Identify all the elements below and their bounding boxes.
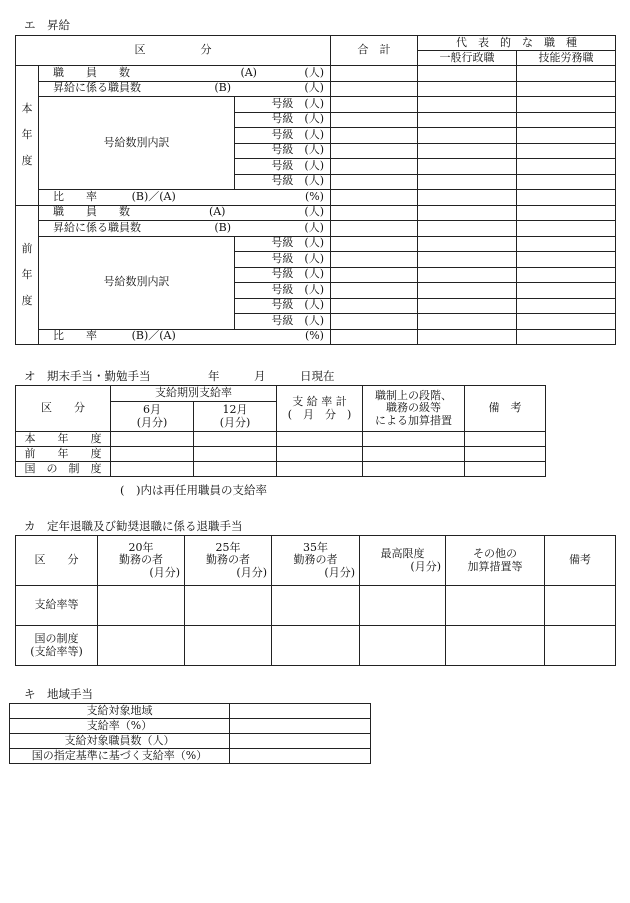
regional-row-label: 支給率（%）: [10, 719, 230, 734]
grade-row: 号級 (人): [235, 252, 331, 268]
retire-col-25y: 25年 勤務の者 (月分): [185, 536, 272, 586]
grade-row: 号級 (人): [235, 267, 331, 283]
staff-count-label: 職 員 数 (A) (人): [39, 66, 331, 82]
grade-row: 号級 (人): [235, 159, 331, 175]
ratio-label: 比 率 (B)／(A) (%): [39, 190, 331, 206]
header-general-admin: 一般行政職: [418, 51, 517, 66]
retire-col-other: その他の 加算措置等: [446, 536, 545, 586]
group-label-previous: 前 年 度: [16, 205, 39, 345]
bonus-row-label: 本 年 度: [16, 432, 111, 447]
bonus-row-label: 国 の 制 度: [16, 462, 111, 477]
retire-col-20y: 20年 勤務の者 (月分): [98, 536, 185, 586]
bonus-table: [15, 385, 546, 477]
breakdown-label: 号給数別内訳: [39, 236, 235, 329]
bonus-row-label: 前 年 度: [16, 447, 111, 462]
header-total: 合 計: [331, 36, 418, 66]
group-label-current: 本 年 度: [16, 66, 39, 206]
grade-row: 号級 (人): [235, 236, 331, 252]
december-header: 12月 (月分): [194, 402, 277, 432]
retire-row-national: 国の制度 (支給率等): [16, 626, 98, 666]
breakdown-label: 号給数別内訳: [39, 97, 235, 190]
header-skilled-labor: 技能労務職: [517, 51, 616, 66]
bonus-kubun: 区 分: [16, 386, 111, 432]
section-ki-title: キ 地域手当: [24, 687, 93, 701]
retire-col-35y: 35年 勤務の者 (月分): [272, 536, 360, 586]
header-kubun: 区 分: [16, 36, 331, 66]
ratio-label: 比 率 (B)／(A) (%): [39, 329, 331, 345]
june-header: 6月 (月分): [111, 402, 194, 432]
retire-row-rate: 支給率等: [16, 586, 98, 626]
grade-row: 号級 (人): [235, 112, 331, 128]
grade-row: 号級 (人): [235, 298, 331, 314]
raise-count-label: 昇給に係る職員数 (B) (人): [39, 81, 331, 97]
raise-count-label: 昇給に係る職員数 (B) (人): [39, 221, 331, 237]
reemployed-note: ( )内は再任用職員の支給率: [120, 483, 267, 497]
grade-row: 号級 (人): [235, 283, 331, 299]
retire-remarks-header: 備考: [545, 536, 616, 586]
grade-row: 号級 (人): [235, 143, 331, 159]
grade-row: 号級 (人): [235, 97, 331, 113]
grade-row: 号級 (人): [235, 314, 331, 330]
regional-row-label: 支給対象職員数（人）: [10, 734, 230, 749]
salary-raise-table: [15, 35, 616, 345]
staff-count-label: 職 員 数 (A) (人): [39, 205, 331, 221]
header-representative: 代 表 的 な 職 種: [418, 36, 616, 51]
section-o-title: オ 期末手当・勤勉手当 年 月 日現在: [24, 369, 335, 383]
regional-row-label: 支給対象地域: [10, 704, 230, 719]
total-rate-header: 支 給 率 計 ( 月 分 ): [277, 386, 363, 432]
period-header: 支給期別支給率: [111, 386, 277, 402]
regional-allowance-table: [9, 703, 371, 764]
section-e-title: エ 昇給: [24, 18, 70, 32]
extra-measure-header: 職制上の段階、 職務の級等 による加算措置: [363, 386, 465, 432]
regional-row-label: 国の指定基準に基づく支給率（%）: [10, 749, 230, 764]
retire-col-max: 最高限度 (月分): [360, 536, 446, 586]
section-ka-title: カ 定年退職及び勧奨退職に係る退職手当: [24, 519, 243, 533]
grade-row: 号級 (人): [235, 128, 331, 144]
retirement-table: [15, 535, 616, 666]
bonus-remarks-header: 備 考: [465, 386, 546, 432]
grade-row: 号級 (人): [235, 174, 331, 190]
retire-kubun: 区 分: [16, 536, 98, 586]
